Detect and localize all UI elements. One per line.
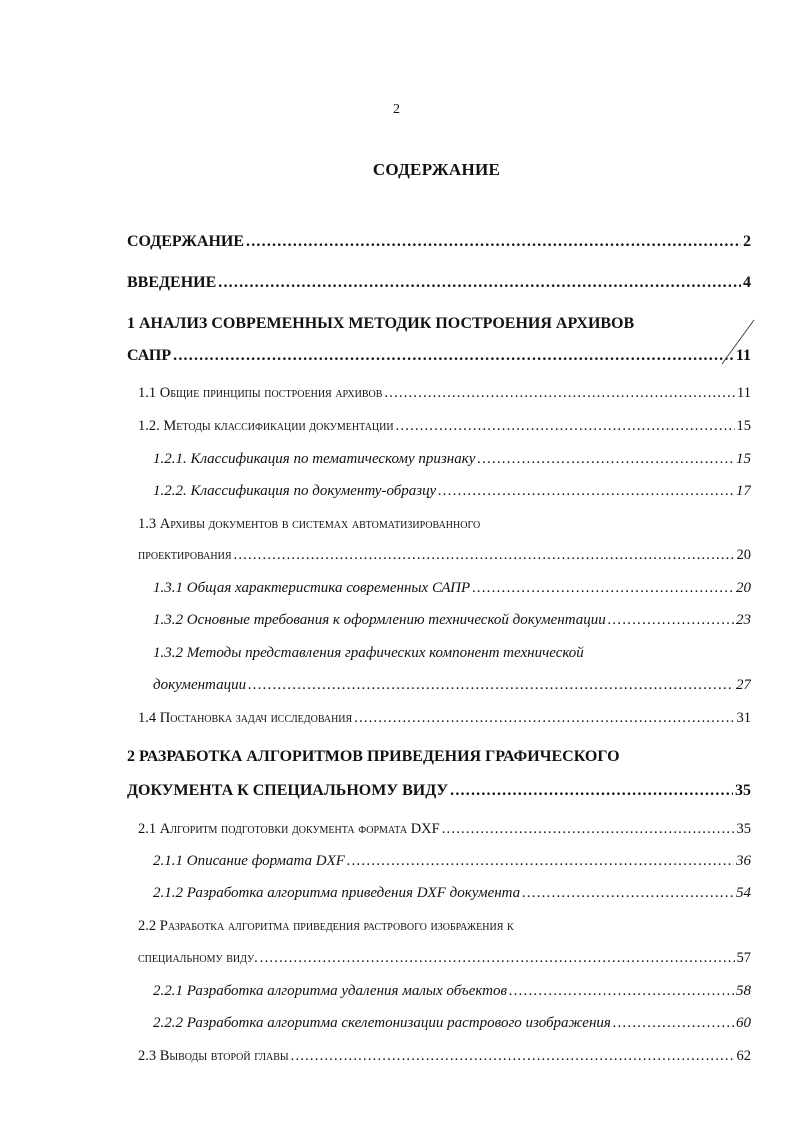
toc-entry-page: 31 <box>736 710 751 726</box>
toc-entry[interactable] <box>138 950 751 967</box>
toc-entry[interactable] <box>127 347 751 365</box>
toc-entry[interactable] <box>138 547 751 564</box>
toc-entry-label: 1.3.2 Основные требования к оформлению технической документации <box>153 612 606 628</box>
toc-entry[interactable] <box>138 1048 751 1065</box>
leader-dots <box>608 612 734 629</box>
leader-dots <box>472 580 734 597</box>
leader-dots <box>173 347 734 365</box>
toc-entry-label: САПР <box>127 347 172 364</box>
toc-entry-page: 4 <box>743 274 751 291</box>
toc-entry[interactable] <box>127 233 751 251</box>
toc-entry[interactable] <box>153 677 751 694</box>
toc-entry-page: 20 <box>736 547 751 563</box>
toc-entry-label-line1: 1 АНАЛИЗ СОВРЕМЕННЫХ МЕТОДИК ПОСТРОЕНИЯ АРХИВОВ <box>127 315 635 332</box>
leader-dots <box>291 1048 735 1065</box>
toc-entry-page: 62 <box>736 1048 751 1064</box>
toc-entry-page: 20 <box>736 580 751 596</box>
leader-dots <box>234 547 735 564</box>
toc-entry-label-line1: 2 РАЗРАБОТКА АЛГОРИТМОВ ПРИВЕДЕНИЯ ГРАФИЧЕСКОГО <box>127 748 620 765</box>
toc-entry[interactable] <box>153 483 751 500</box>
toc-entry[interactable] <box>153 885 751 902</box>
leader-dots <box>218 274 741 292</box>
leader-dots <box>522 885 734 902</box>
toc-entry-label: ДОКУМЕНТА К СПЕЦИАЛЬНОМУ ВИДУ <box>127 782 449 799</box>
toc-entry-page: 15 <box>736 451 751 467</box>
leader-dots <box>384 385 735 402</box>
toc-entry-label: 1.2.1. Классификация по тематическому признаку <box>153 451 476 467</box>
toc-entry-label: 2.3 Выводы второй главы <box>138 1048 289 1064</box>
leader-dots <box>246 233 741 251</box>
toc-entry-page: 11 <box>735 347 751 364</box>
toc-entry[interactable] <box>138 710 751 727</box>
toc-entry[interactable] <box>153 612 751 629</box>
toc-entry-page: 60 <box>736 1015 751 1031</box>
leader-dots <box>354 710 734 727</box>
toc-entry[interactable] <box>153 853 751 870</box>
toc-entry[interactable] <box>138 821 751 838</box>
toc-entry-label: 1.2.2. Классификация по документу-образцу <box>153 483 437 499</box>
toc-entry[interactable] <box>127 782 751 800</box>
toc-entry-label: СОДЕРЖАНИЕ <box>127 233 245 250</box>
toc-entry-page: 36 <box>736 853 751 869</box>
leader-dots <box>396 418 735 435</box>
toc-entry-label: 1.2. Методы классификации документации <box>138 418 394 434</box>
toc-entry[interactable] <box>153 580 751 597</box>
leader-dots <box>613 1015 734 1032</box>
toc-entry-label-line1: 1.3.2 Методы представления графических компонент технической <box>153 645 584 661</box>
leader-dots <box>248 677 734 694</box>
leader-dots <box>260 950 735 967</box>
leader-dots <box>347 853 734 870</box>
toc-entry-label: 2.1.2 Разработка алгоритма приведения DXF документа <box>153 885 521 901</box>
toc-entry-label: проектирования <box>138 547 232 563</box>
toc-entry-label: 2.1.1 Описание формата DXF <box>153 853 345 869</box>
toc-entry-page: 23 <box>736 612 751 628</box>
toc-entry-page: 54 <box>736 885 751 901</box>
toc-entry-label: 1.1 Общие принципы построения архивов <box>138 385 383 401</box>
toc-entry-label: 1.4 Постановка задач исследования <box>138 710 353 726</box>
toc-entry-label-line1: 2.2 Разработка алгоритма приведения растрового изображения к <box>138 918 514 934</box>
toc-entry[interactable] <box>138 418 751 435</box>
toc-title: СОДЕРЖАНИЕ <box>372 160 501 179</box>
toc-entry-page: 11 <box>737 385 751 401</box>
toc-entry-label-line1: 1.3 Архивы документов в системах автоматизированного <box>138 516 481 532</box>
toc-entry-label: 1.3.1 Общая характеристика современных САПР <box>153 580 471 596</box>
toc-entry-page: 27 <box>736 677 751 693</box>
toc-entry[interactable] <box>138 385 751 402</box>
toc-entry[interactable] <box>153 451 751 468</box>
leader-dots <box>477 451 734 468</box>
toc-entry-page: 57 <box>736 950 751 966</box>
toc-entry-page: 35 <box>736 821 751 837</box>
leader-dots <box>438 483 734 500</box>
toc-entry-page: 2 <box>743 233 751 250</box>
toc-entry-page: 35 <box>735 782 751 799</box>
toc-entry-label: 2.2.2 Разработка алгоритма скелетонизации растрового изображения <box>153 1015 611 1031</box>
leader-dots <box>509 983 734 1000</box>
toc-entry-label: 2.1 Алгоритм подготовки документа формата DXF <box>138 821 440 837</box>
toc-entry[interactable] <box>153 983 751 1000</box>
toc-entry-label: 2.2.1 Разработка алгоритма удаления малых объектов <box>153 983 508 999</box>
pencil-mark-icon <box>718 318 758 368</box>
toc-entry-page: 58 <box>736 983 751 999</box>
toc-entry-label: документации <box>153 677 247 693</box>
toc-entry-label: ВВЕДЕНИЕ <box>127 274 217 291</box>
toc-entry-page: 17 <box>736 483 751 499</box>
toc-entry[interactable] <box>153 1015 751 1032</box>
page-number: 2 <box>393 102 400 117</box>
toc-entry[interactable] <box>127 274 751 292</box>
leader-dots <box>442 821 735 838</box>
toc-entry-page: 15 <box>736 418 751 434</box>
leader-dots <box>450 782 733 800</box>
toc-entry-label: специальному виду. <box>138 950 258 966</box>
